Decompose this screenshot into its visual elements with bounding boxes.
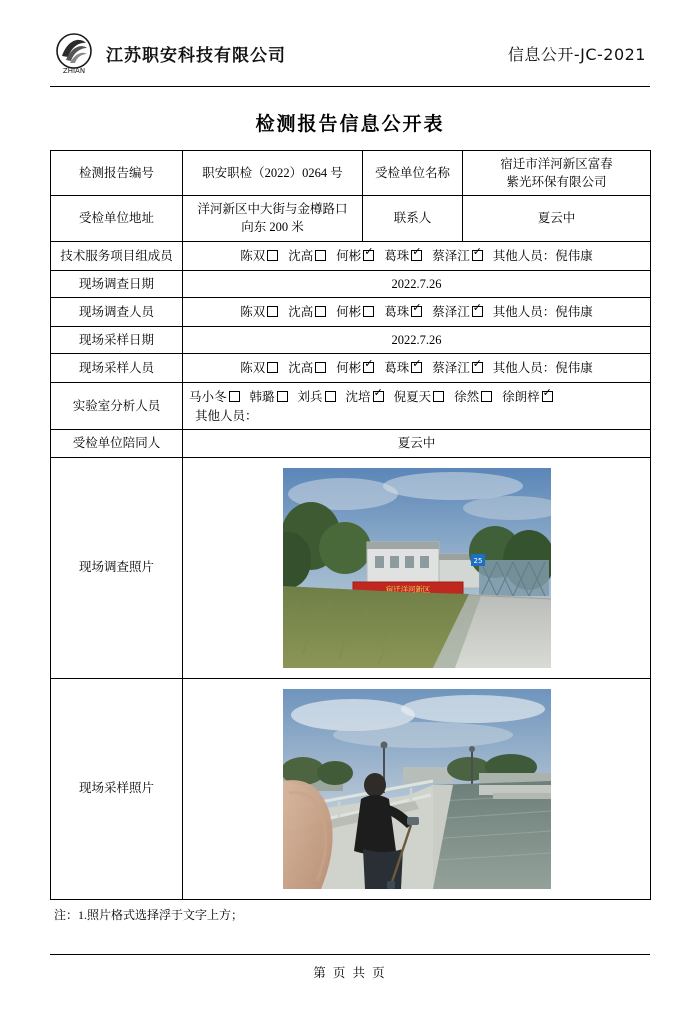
company-logo-icon [50,29,98,77]
checkbox-icon-checked[interactable] [472,362,483,373]
others-label: 其他人员： [492,248,556,263]
checkbox-item[interactable] [432,359,483,377]
address-value [183,196,363,241]
checkbox-item[interactable] [346,388,384,406]
checkbox-icon[interactable] [267,306,278,317]
address-value-line2: 向东 200 米 [241,220,304,235]
member-name: 蔡泽江 [432,248,470,263]
survey-photo-cell [183,457,651,678]
report-no-value: 职安职检（2022）0264 号 [183,151,363,196]
table-row-address [51,196,651,241]
checkbox-item[interactable] [454,388,492,406]
sampling-photo-cell [183,678,651,899]
client-value-line1: 宿迁市洋河新区富春 [500,157,613,171]
document-footer [50,954,650,981]
member-name: 何彬 [336,361,362,375]
svg-text:ZHIAN: ZHIAN [62,67,86,75]
member-name: 徐朗梓 [502,390,540,405]
others-group [493,359,593,377]
checkbox-item[interactable] [240,359,278,377]
accompany-label: 受检单位陪同人 [51,430,183,457]
client-value-line2: 紫光环保有限公司 [506,175,607,190]
sampling-date-label: 现场采样日期 [51,326,183,353]
report-info-table [50,150,651,900]
contact-value: 夏云中 [463,196,651,241]
checkbox-icon-checked[interactable] [472,306,483,317]
survey-staff-checkbox-row [187,302,646,322]
others-value: 倪伟康 [555,361,593,375]
others-value: 倪伟康 [555,248,593,263]
table-row-team [51,241,651,270]
table-row-report-no [51,151,651,196]
member-name: 蔡泽江 [432,361,470,375]
header-left-group [50,29,286,77]
checkbox-item[interactable] [432,303,483,321]
member-name: 沈高 [288,361,314,375]
survey-date-label: 现场调查日期 [51,270,183,297]
gate-number-text: 25 [473,556,482,565]
member-name: 马小冬 [189,390,227,405]
checkbox-item[interactable] [432,247,483,265]
checkbox-icon[interactable] [325,391,336,402]
checkbox-item[interactable] [288,303,326,321]
member-name: 倪夏天 [393,390,432,405]
address-label: 受检单位地址 [51,196,183,241]
accompany-value: 夏云中 [183,430,651,457]
client-value [463,151,651,196]
checkbox-item[interactable] [240,303,278,321]
survey-staff-label: 现场调查人员 [51,297,183,326]
member-name: 何彬 [336,304,362,319]
checkbox-item[interactable] [336,247,374,265]
page-title: 检测报告信息公开表 [255,113,445,135]
member-name: 陈双 [240,304,266,319]
team-label: 技术服务项目组成员 [51,241,183,270]
checkbox-icon[interactable] [315,306,326,317]
checkbox-icon[interactable] [267,250,278,261]
client-label: 受检单位名称 [363,151,463,196]
checkbox-icon-checked[interactable] [411,362,422,373]
table-row-lab-staff [51,383,651,430]
checkbox-icon-checked[interactable] [373,391,384,402]
checkbox-icon[interactable] [363,306,374,317]
table-row-sampling-staff [51,354,651,383]
checkbox-item[interactable] [384,359,422,377]
checkbox-icon[interactable] [315,362,326,373]
checkbox-item[interactable] [250,388,288,406]
checkbox-item[interactable] [384,303,422,321]
table-note: 注：1.照片格式选择浮于文字上方； [54,907,244,922]
survey-site-photo [283,468,551,668]
header-divider [50,86,650,87]
member-name: 葛珠 [384,248,410,263]
table-row-survey-photo [51,457,651,678]
checkbox-icon-checked[interactable] [542,391,553,402]
checkbox-icon[interactable] [267,362,278,373]
sampling-staff-cell [183,354,651,383]
survey-photo-label: 现场调查照片 [51,457,183,678]
member-name: 韩璐 [249,390,275,405]
lab-staff-label: 实验室分析人员 [51,383,183,430]
checkbox-icon-checked[interactable] [363,250,374,261]
member-name: 徐然 [454,390,480,405]
report-no-label: 检测报告编号 [51,151,183,196]
lab-staff-checkbox-row [187,387,646,407]
checkbox-icon[interactable] [433,391,444,402]
checkbox-item[interactable] [336,303,374,321]
member-name: 陈双 [240,248,266,263]
sampling-photo-label: 现场采样照片 [51,678,183,899]
table-row-sampling-photo [51,678,651,899]
others-group [493,247,593,265]
team-members-checkbox-row [187,246,646,266]
member-name: 沈高 [288,304,314,319]
checkbox-item[interactable] [288,359,326,377]
member-name: 葛珠 [384,361,410,375]
member-name: 何彬 [336,248,362,263]
sampling-photo-box [187,683,646,895]
checkbox-item[interactable] [189,388,240,406]
survey-date-value: 2022.7.26 [183,270,651,297]
sampling-staff-checkbox-row [187,358,646,378]
table-row-survey-date [51,270,651,297]
sampling-staff-label: 现场采样人员 [51,354,183,383]
member-name: 沈培 [345,390,371,405]
member-name: 陈双 [240,361,266,375]
table-row-sampling-date [51,326,651,353]
checkbox-item[interactable] [384,247,422,265]
checkbox-icon[interactable] [315,250,326,261]
footer-divider [50,954,650,955]
team-members-cell [183,241,651,270]
member-name: 刘兵 [297,390,323,405]
checkbox-item[interactable] [288,247,326,265]
document-header [50,22,650,84]
checkbox-item[interactable] [298,388,336,406]
checkbox-icon-checked[interactable] [472,250,483,261]
lab-others-label: 其他人员： [195,409,258,424]
sampling-site-photo [283,689,551,889]
member-name: 蔡泽江 [432,304,470,319]
survey-photo-box [187,462,646,674]
others-label: 其他人员： [492,361,556,375]
banner-line1: 宿迁洋河新区 [385,584,430,594]
checkbox-icon-checked[interactable] [363,362,374,373]
contact-label: 联系人 [363,196,463,241]
survey-staff-cell [183,297,651,326]
checkbox-item[interactable] [502,388,553,406]
checkbox-icon[interactable] [277,391,288,402]
sampling-date-value: 2022.7.26 [183,326,651,353]
checkbox-item[interactable] [240,247,278,265]
checkbox-icon[interactable] [229,391,240,402]
page-number: 第 页 共 页 [313,966,387,980]
checkbox-item[interactable] [336,359,374,377]
checkbox-icon-checked[interactable] [411,306,422,317]
table-row-survey-staff [51,297,651,326]
others-label: 其他人员： [492,304,556,319]
checkbox-icon-checked[interactable] [411,250,422,261]
others-value: 倪伟康 [555,304,593,319]
member-name: 沈高 [288,248,314,263]
member-name: 葛珠 [384,304,410,319]
checkbox-item[interactable] [394,388,445,406]
address-value-line1: 洋河新区中大街与金樽路口 [197,202,348,217]
table-row-accompany [51,430,651,457]
checkbox-icon[interactable] [481,391,492,402]
document-page [0,22,700,1015]
document-code: 信息公开-JC-2021 [507,44,646,64]
company-name: 江苏职安科技有限公司 [106,45,286,66]
lab-staff-cell [183,383,651,430]
others-group [493,303,593,321]
